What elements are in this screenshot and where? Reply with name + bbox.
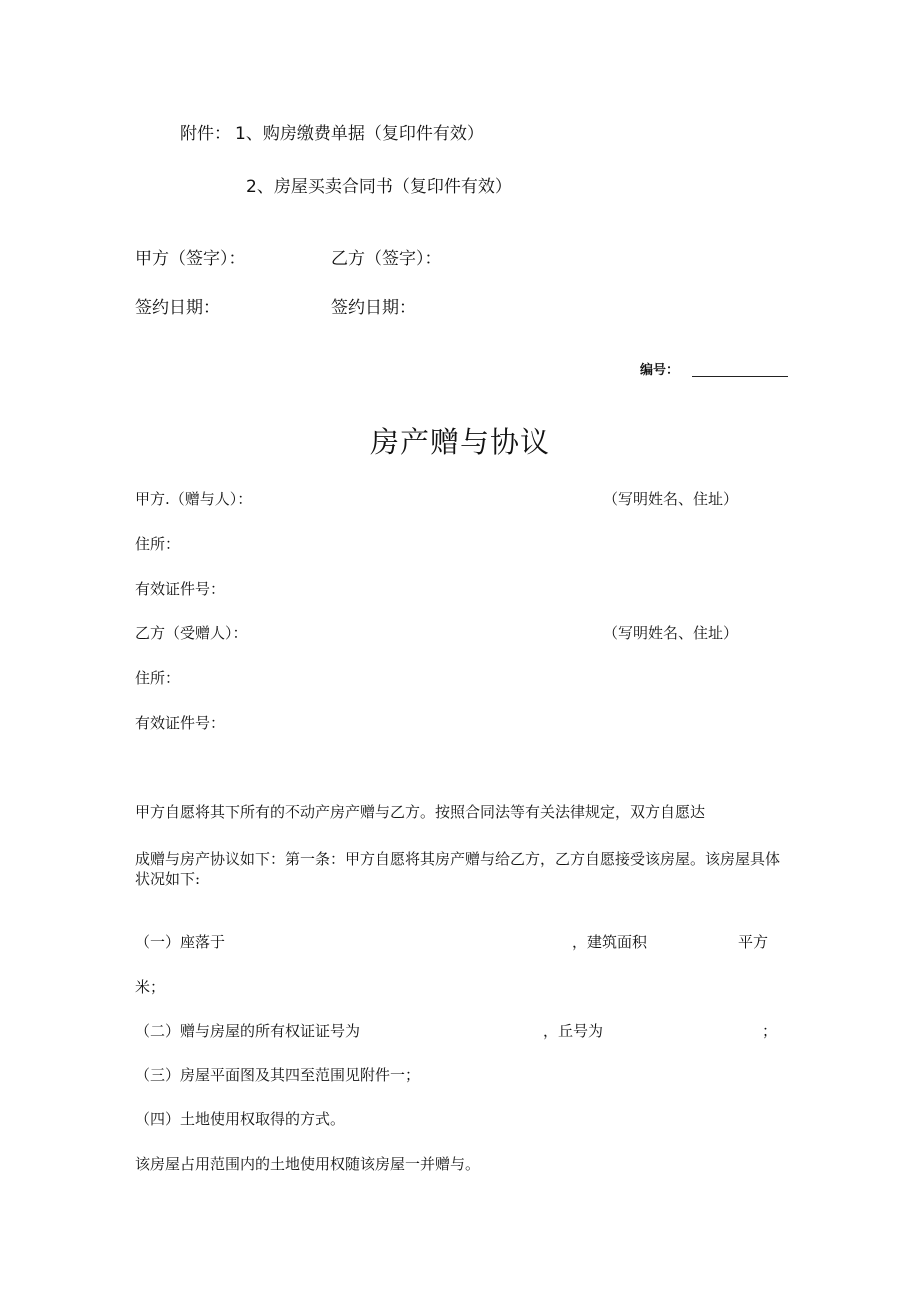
document-title: 房产赠与协议 (369, 425, 550, 459)
party-a-sign-date-label: 签约日期： (135, 298, 220, 318)
intro-paragraph-line-2: 成赠与房产协议如下：第一条：甲方自愿将其房产赠与给乙方，乙方自愿接受该房屋。该房屋具体状况如下: (135, 850, 781, 888)
party-b-signature-label: 乙方（签字）： (331, 249, 442, 269)
party-b-label: 乙方（受赠人）： (135, 624, 248, 642)
item-2-end-semicolon: ； (762, 1022, 778, 1040)
party-b-id-label: 有效证件号： (135, 714, 226, 732)
party-b-residence-label: 住所： (135, 669, 181, 687)
item-1-area-label: ，建筑面积 (572, 933, 648, 951)
item-3-floor-plan: （三）房屋平面图及其四至范围见附件一； (135, 1066, 421, 1084)
serial-number-blank-line (692, 376, 788, 377)
attachment-item-2: 2、房屋买卖合同书（复印件有效） (246, 177, 512, 197)
party-b-hint: （写明姓名、住址） (603, 624, 739, 642)
item-2-parcel-label: ，丘号为 (543, 1022, 604, 1040)
item-1-unit-continuation: 米； (135, 978, 166, 996)
party-a-id-label: 有效证件号： (135, 580, 226, 598)
party-a-residence-label: 住所： (135, 535, 181, 553)
attachment-item-1: 1、购房缴费单据（复印件有效） (235, 124, 484, 144)
item-1-unit-label: 平方 (738, 933, 769, 951)
party-b-sign-date-label: 签约日期： (331, 298, 416, 318)
intro-paragraph-line-1: 甲方自愿将其下所有的不动产房产赠与乙方。按照合同法等有关法律规定，双方自愿达 (135, 803, 706, 821)
attachments-label: 附件： (180, 124, 231, 144)
item-4-land-use-method: （四）土地使用权取得的方式。 (135, 1110, 346, 1128)
item-2-certificate-label: （二）赠与房屋的所有权证证号为 (135, 1022, 361, 1040)
item-1-location-label: （一）座落于 (135, 933, 226, 951)
party-a-label: 甲方.（赠与人）： (135, 490, 253, 508)
party-a-signature-label: 甲方（签字）： (135, 249, 246, 269)
closing-sentence: 该房屋占用范围内的土地使用权随该房屋一并赠与。 (135, 1155, 481, 1173)
serial-number-label: 编号： (640, 363, 680, 378)
party-a-hint: （写明姓名、住址） (603, 490, 739, 508)
